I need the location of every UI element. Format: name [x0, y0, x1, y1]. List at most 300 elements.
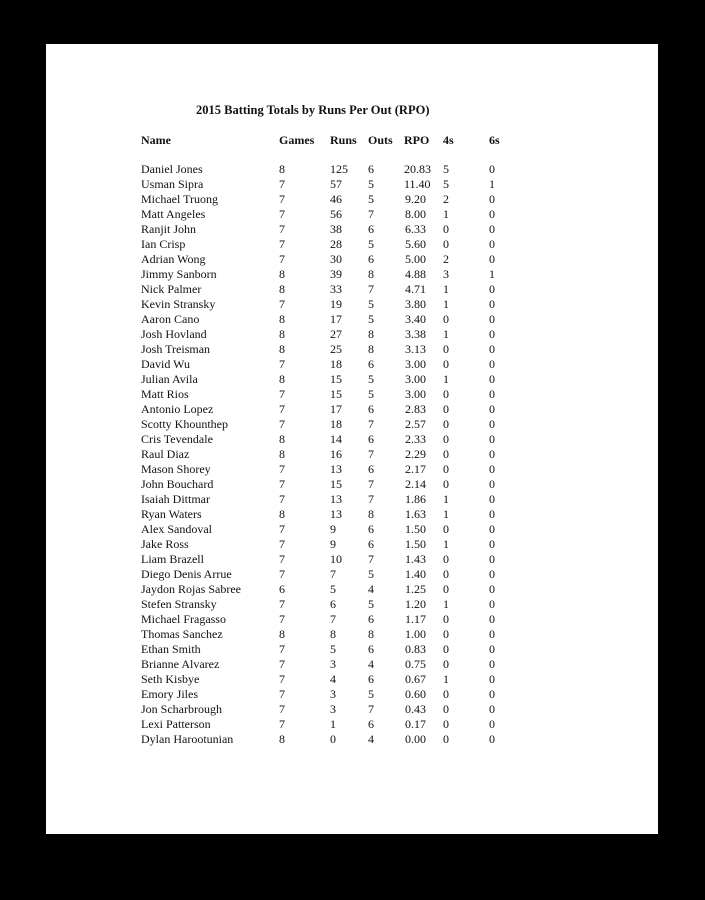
- fours-cell: 0: [443, 732, 449, 746]
- table-row: [46, 192, 658, 207]
- player-name: Matt Angeles: [141, 207, 206, 221]
- sixes-cell: 0: [489, 237, 495, 251]
- runs-cell: 18: [330, 417, 342, 431]
- rpo-cell: 3.00: [405, 357, 426, 371]
- games-cell: 7: [279, 402, 285, 416]
- rpo-cell: 11.40: [404, 177, 431, 191]
- fours-cell: 0: [443, 702, 449, 716]
- outs-cell: 6: [368, 357, 374, 371]
- outs-cell: 6: [368, 612, 374, 626]
- table-row: [46, 282, 658, 297]
- runs-cell: 13: [330, 462, 342, 476]
- runs-cell: 3: [330, 702, 336, 716]
- table-row: [46, 732, 658, 747]
- fours-cell: 0: [443, 432, 449, 446]
- outs-cell: 7: [368, 282, 374, 296]
- header-runs: Runs: [330, 133, 357, 147]
- header-6s: 6s: [489, 133, 500, 147]
- table-row: [46, 627, 658, 642]
- sixes-cell: 0: [489, 207, 495, 221]
- table-row: [46, 462, 658, 477]
- outs-cell: 5: [368, 297, 374, 311]
- player-name: Josh Treisman: [141, 342, 211, 356]
- table-row: [46, 537, 658, 552]
- rpo-cell: 1.43: [405, 552, 426, 566]
- fours-cell: 0: [443, 567, 449, 581]
- games-cell: 8: [279, 372, 285, 386]
- outs-cell: 6: [368, 717, 374, 731]
- games-cell: 7: [279, 222, 285, 236]
- outs-cell: 5: [368, 387, 374, 401]
- rpo-cell: 3.38: [405, 327, 426, 341]
- rpo-cell: 3.40: [405, 312, 426, 326]
- sixes-cell: 0: [489, 297, 495, 311]
- outs-cell: 5: [368, 192, 374, 206]
- games-cell: 8: [279, 342, 285, 356]
- fours-cell: 1: [443, 672, 449, 686]
- rpo-cell: 1.40: [405, 567, 426, 581]
- games-cell: 8: [279, 447, 285, 461]
- games-cell: 7: [279, 237, 285, 251]
- runs-cell: 3: [330, 687, 336, 701]
- sixes-cell: 0: [489, 402, 495, 416]
- rpo-cell: 1.50: [405, 537, 426, 551]
- fours-cell: 0: [443, 552, 449, 566]
- player-name: Alex Sandoval: [141, 522, 212, 536]
- outs-cell: 5: [368, 237, 374, 251]
- runs-cell: 8: [330, 627, 336, 641]
- runs-cell: 15: [330, 372, 342, 386]
- player-name: Aaron Cano: [141, 312, 200, 326]
- outs-cell: 7: [368, 417, 374, 431]
- fours-cell: 0: [443, 402, 449, 416]
- runs-cell: 33: [330, 282, 342, 296]
- table-row: [46, 552, 658, 567]
- runs-cell: 30: [330, 252, 342, 266]
- fours-cell: 1: [443, 207, 449, 221]
- table-row: [46, 267, 658, 282]
- table-row: [46, 372, 658, 387]
- player-name: Raul Diaz: [141, 447, 190, 461]
- games-cell: 7: [279, 522, 285, 536]
- sixes-cell: 0: [489, 327, 495, 341]
- runs-cell: 5: [330, 642, 336, 656]
- games-cell: 7: [279, 687, 285, 701]
- fours-cell: 5: [443, 177, 449, 191]
- fours-cell: 1: [443, 297, 449, 311]
- fours-cell: 2: [443, 192, 449, 206]
- player-name: Michael Fragasso: [141, 612, 226, 626]
- table-row: [46, 687, 658, 702]
- header-outs: Outs: [368, 133, 393, 147]
- table-row: [46, 177, 658, 192]
- sixes-cell: 0: [489, 432, 495, 446]
- rpo-cell: 5.60: [405, 237, 426, 251]
- table-row: [46, 327, 658, 342]
- outs-cell: 5: [368, 687, 374, 701]
- outs-cell: 5: [368, 597, 374, 611]
- outs-cell: 7: [368, 207, 374, 221]
- games-cell: 7: [279, 387, 285, 401]
- rpo-cell: 0.67: [405, 672, 426, 686]
- games-cell: 8: [279, 627, 285, 641]
- table-row: [46, 642, 658, 657]
- sixes-cell: 0: [489, 642, 495, 656]
- table-row: [46, 162, 658, 177]
- fours-cell: 0: [443, 612, 449, 626]
- rpo-cell: 5.00: [405, 252, 426, 266]
- fours-cell: 0: [443, 522, 449, 536]
- runs-cell: 25: [330, 342, 342, 356]
- fours-cell: 0: [443, 387, 449, 401]
- games-cell: 7: [279, 657, 285, 671]
- player-name: Adrian Wong: [141, 252, 206, 266]
- outs-cell: 4: [368, 732, 374, 746]
- table-row: [46, 702, 658, 717]
- table-row: [46, 717, 658, 732]
- rpo-cell: 2.33: [405, 432, 426, 446]
- fours-cell: 0: [443, 582, 449, 596]
- rpo-cell: 3.00: [405, 387, 426, 401]
- sixes-cell: 0: [489, 582, 495, 596]
- rpo-cell: 0.00: [405, 732, 426, 746]
- outs-cell: 5: [368, 567, 374, 581]
- runs-cell: 125: [330, 162, 348, 176]
- sixes-cell: 0: [489, 672, 495, 686]
- sixes-cell: 0: [489, 222, 495, 236]
- fours-cell: 0: [443, 477, 449, 491]
- player-name: Diego Denis Arrue: [141, 567, 232, 581]
- games-cell: 7: [279, 702, 285, 716]
- outs-cell: 5: [368, 312, 374, 326]
- outs-cell: 8: [368, 627, 374, 641]
- player-name: Julian Avila: [141, 372, 198, 386]
- rpo-cell: 2.17: [405, 462, 426, 476]
- player-name: Ethan Smith: [141, 642, 201, 656]
- games-cell: 7: [279, 417, 285, 431]
- sixes-cell: 0: [489, 417, 495, 431]
- table-row: [46, 432, 658, 447]
- stats-table-body: [46, 162, 658, 747]
- games-cell: 7: [279, 492, 285, 506]
- outs-cell: 6: [368, 642, 374, 656]
- games-cell: 7: [279, 462, 285, 476]
- player-name: Nick Palmer: [141, 282, 202, 296]
- runs-cell: 15: [330, 387, 342, 401]
- fours-cell: 0: [443, 687, 449, 701]
- fours-cell: 0: [443, 342, 449, 356]
- outs-cell: 6: [368, 252, 374, 266]
- games-cell: 7: [279, 177, 285, 191]
- runs-cell: 13: [330, 492, 342, 506]
- table-row: [46, 672, 658, 687]
- fours-cell: 0: [443, 222, 449, 236]
- games-cell: 7: [279, 567, 285, 581]
- document-title: 2015 Batting Totals by Runs Per Out (RPO): [196, 103, 430, 117]
- rpo-cell: 0.75: [405, 657, 426, 671]
- table-row: [46, 417, 658, 432]
- games-cell: 7: [279, 717, 285, 731]
- player-name: Jimmy Sanborn: [141, 267, 217, 281]
- outs-cell: 5: [368, 372, 374, 386]
- player-name: John Bouchard: [141, 477, 214, 491]
- games-cell: 7: [279, 537, 285, 551]
- rpo-cell: 1.63: [405, 507, 426, 521]
- sixes-cell: 0: [489, 717, 495, 731]
- games-cell: 7: [279, 357, 285, 371]
- table-row: [46, 222, 658, 237]
- rpo-cell: 3.80: [405, 297, 426, 311]
- sixes-cell: 0: [489, 387, 495, 401]
- outs-cell: 6: [368, 672, 374, 686]
- outs-cell: 4: [368, 657, 374, 671]
- sixes-cell: 0: [489, 702, 495, 716]
- header-4s: 4s: [443, 133, 454, 147]
- player-name: Michael Truong: [141, 192, 219, 206]
- sixes-cell: 0: [489, 477, 495, 491]
- games-cell: 8: [279, 162, 285, 176]
- sixes-cell: 0: [489, 657, 495, 671]
- games-cell: 7: [279, 672, 285, 686]
- table-row: [46, 237, 658, 252]
- table-row: [46, 402, 658, 417]
- table-row: [46, 492, 658, 507]
- outs-cell: 6: [368, 162, 374, 176]
- sixes-cell: 0: [489, 567, 495, 581]
- runs-cell: 17: [330, 312, 342, 326]
- rpo-cell: 0.17: [405, 717, 426, 731]
- runs-cell: 19: [330, 297, 342, 311]
- fours-cell: 1: [443, 372, 449, 386]
- fours-cell: 0: [443, 417, 449, 431]
- runs-cell: 27: [330, 327, 342, 341]
- runs-cell: 10: [330, 552, 342, 566]
- fours-cell: 0: [443, 312, 449, 326]
- rpo-cell: 1.86: [405, 492, 426, 506]
- rpo-cell: 1.00: [405, 627, 426, 641]
- games-cell: 8: [279, 327, 285, 341]
- outs-cell: 8: [368, 507, 374, 521]
- outs-cell: 6: [368, 432, 374, 446]
- fours-cell: 0: [443, 657, 449, 671]
- outs-cell: 7: [368, 477, 374, 491]
- table-row: [46, 522, 658, 537]
- runs-cell: 3: [330, 657, 336, 671]
- outs-cell: 7: [368, 447, 374, 461]
- player-name: Brianne Alvarez: [141, 657, 220, 671]
- player-name: Jon Scharbrough: [141, 702, 222, 716]
- fours-cell: 1: [443, 282, 449, 296]
- player-name: Jaydon Rojas Sabree: [141, 582, 241, 596]
- rpo-cell: 2.83: [405, 402, 426, 416]
- sixes-cell: 0: [489, 447, 495, 461]
- player-name: Jake Ross: [141, 537, 189, 551]
- sixes-cell: 0: [489, 507, 495, 521]
- fours-cell: 0: [443, 447, 449, 461]
- games-cell: 7: [279, 477, 285, 491]
- table-row: [46, 507, 658, 522]
- table-row: [46, 297, 658, 312]
- sixes-cell: 0: [489, 687, 495, 701]
- fours-cell: 0: [443, 237, 449, 251]
- rpo-cell: 1.25: [405, 582, 426, 596]
- games-cell: 7: [279, 207, 285, 221]
- header-games: Games: [279, 133, 315, 147]
- rpo-cell: 3.13: [405, 342, 426, 356]
- table-row: [46, 342, 658, 357]
- runs-cell: 4: [330, 672, 336, 686]
- fours-cell: 5: [443, 162, 449, 176]
- document-page: [46, 44, 658, 834]
- sixes-cell: 0: [489, 462, 495, 476]
- sixes-cell: 0: [489, 537, 495, 551]
- fours-cell: 0: [443, 462, 449, 476]
- fours-cell: 2: [443, 252, 449, 266]
- table-row: [46, 447, 658, 462]
- rpo-cell: 4.71: [405, 282, 426, 296]
- fours-cell: 0: [443, 357, 449, 371]
- outs-cell: 6: [368, 462, 374, 476]
- fours-cell: 3: [443, 267, 449, 281]
- player-name: Matt Rios: [141, 387, 189, 401]
- player-name: Kevin Stransky: [141, 297, 216, 311]
- sixes-cell: 0: [489, 372, 495, 386]
- player-name: Dylan Harootunian: [141, 732, 234, 746]
- header-name: Name: [141, 133, 171, 147]
- header-rpo: RPO: [404, 133, 430, 147]
- outs-cell: 8: [368, 342, 374, 356]
- player-name: Isaiah Dittmar: [141, 492, 210, 506]
- outs-cell: 6: [368, 222, 374, 236]
- player-name: Ranjit John: [141, 222, 197, 236]
- rpo-cell: 9.20: [405, 192, 426, 206]
- rpo-cell: 1.20: [405, 597, 426, 611]
- table-row: [46, 252, 658, 267]
- rpo-cell: 20.83: [404, 162, 431, 176]
- player-name: Scotty Khounthep: [141, 417, 228, 431]
- games-cell: 7: [279, 597, 285, 611]
- rpo-cell: 3.00: [405, 372, 426, 386]
- outs-cell: 6: [368, 537, 374, 551]
- fours-cell: 1: [443, 537, 449, 551]
- player-name: Ian Crisp: [141, 237, 186, 251]
- player-name: Daniel Jones: [141, 162, 203, 176]
- runs-cell: 1: [330, 717, 336, 731]
- games-cell: 7: [279, 297, 285, 311]
- runs-cell: 57: [330, 177, 342, 191]
- fours-cell: 1: [443, 327, 449, 341]
- outs-cell: 5: [368, 177, 374, 191]
- sixes-cell: 0: [489, 552, 495, 566]
- runs-cell: 5: [330, 582, 336, 596]
- table-row: [46, 597, 658, 612]
- sixes-cell: 0: [489, 522, 495, 536]
- rpo-cell: 1.50: [405, 522, 426, 536]
- runs-cell: 0: [330, 732, 336, 746]
- runs-cell: 39: [330, 267, 342, 281]
- sixes-cell: 0: [489, 282, 495, 296]
- player-name: Usman Sipra: [141, 177, 204, 191]
- games-cell: 8: [279, 732, 285, 746]
- rpo-cell: 6.33: [405, 222, 426, 236]
- player-name: Emory Jiles: [141, 687, 198, 701]
- runs-cell: 38: [330, 222, 342, 236]
- outs-cell: 4: [368, 582, 374, 596]
- fours-cell: 1: [443, 492, 449, 506]
- sixes-cell: 1: [489, 177, 495, 191]
- fours-cell: 1: [443, 597, 449, 611]
- player-name: Josh Hovland: [141, 327, 207, 341]
- sixes-cell: 0: [489, 492, 495, 506]
- outs-cell: 6: [368, 402, 374, 416]
- rpo-cell: 1.17: [405, 612, 426, 626]
- rpo-cell: 0.83: [405, 642, 426, 656]
- table-row: [46, 387, 658, 402]
- runs-cell: 7: [330, 612, 336, 626]
- sixes-cell: 0: [489, 732, 495, 746]
- player-name: Lexi Patterson: [141, 717, 211, 731]
- runs-cell: 28: [330, 237, 342, 251]
- games-cell: 8: [279, 507, 285, 521]
- rpo-cell: 4.88: [405, 267, 426, 281]
- runs-cell: 13: [330, 507, 342, 521]
- runs-cell: 7: [330, 567, 336, 581]
- sixes-cell: 0: [489, 597, 495, 611]
- games-cell: 7: [279, 642, 285, 656]
- rpo-cell: 0.43: [405, 702, 426, 716]
- sixes-cell: 0: [489, 192, 495, 206]
- player-name: Antonio Lopez: [141, 402, 214, 416]
- fours-cell: 1: [443, 507, 449, 521]
- runs-cell: 9: [330, 537, 336, 551]
- sixes-cell: 0: [489, 312, 495, 326]
- runs-cell: 17: [330, 402, 342, 416]
- runs-cell: 14: [330, 432, 342, 446]
- sixes-cell: 0: [489, 342, 495, 356]
- rpo-cell: 0.60: [405, 687, 426, 701]
- rpo-cell: 2.57: [405, 417, 426, 431]
- fours-cell: 0: [443, 717, 449, 731]
- table-row: [46, 612, 658, 627]
- runs-cell: 18: [330, 357, 342, 371]
- player-name: Thomas Sanchez: [141, 627, 223, 641]
- outs-cell: 7: [368, 492, 374, 506]
- player-name: Liam Brazell: [141, 552, 204, 566]
- player-name: Cris Tevendale: [141, 432, 213, 446]
- games-cell: 8: [279, 312, 285, 326]
- games-cell: 8: [279, 267, 285, 281]
- runs-cell: 9: [330, 522, 336, 536]
- player-name: Stefen Stransky: [141, 597, 217, 611]
- games-cell: 8: [279, 282, 285, 296]
- outs-cell: 7: [368, 552, 374, 566]
- rpo-cell: 2.29: [405, 447, 426, 461]
- outs-cell: 7: [368, 702, 374, 716]
- runs-cell: 56: [330, 207, 342, 221]
- outs-cell: 8: [368, 327, 374, 341]
- games-cell: 6: [279, 582, 285, 596]
- sixes-cell: 1: [489, 267, 495, 281]
- sixes-cell: 0: [489, 627, 495, 641]
- rpo-cell: 8.00: [405, 207, 426, 221]
- runs-cell: 46: [330, 192, 342, 206]
- runs-cell: 16: [330, 447, 342, 461]
- player-name: David Wu: [141, 357, 190, 371]
- sixes-cell: 0: [489, 162, 495, 176]
- games-cell: 7: [279, 552, 285, 566]
- table-row: [46, 357, 658, 372]
- player-name: Ryan Waters: [141, 507, 202, 521]
